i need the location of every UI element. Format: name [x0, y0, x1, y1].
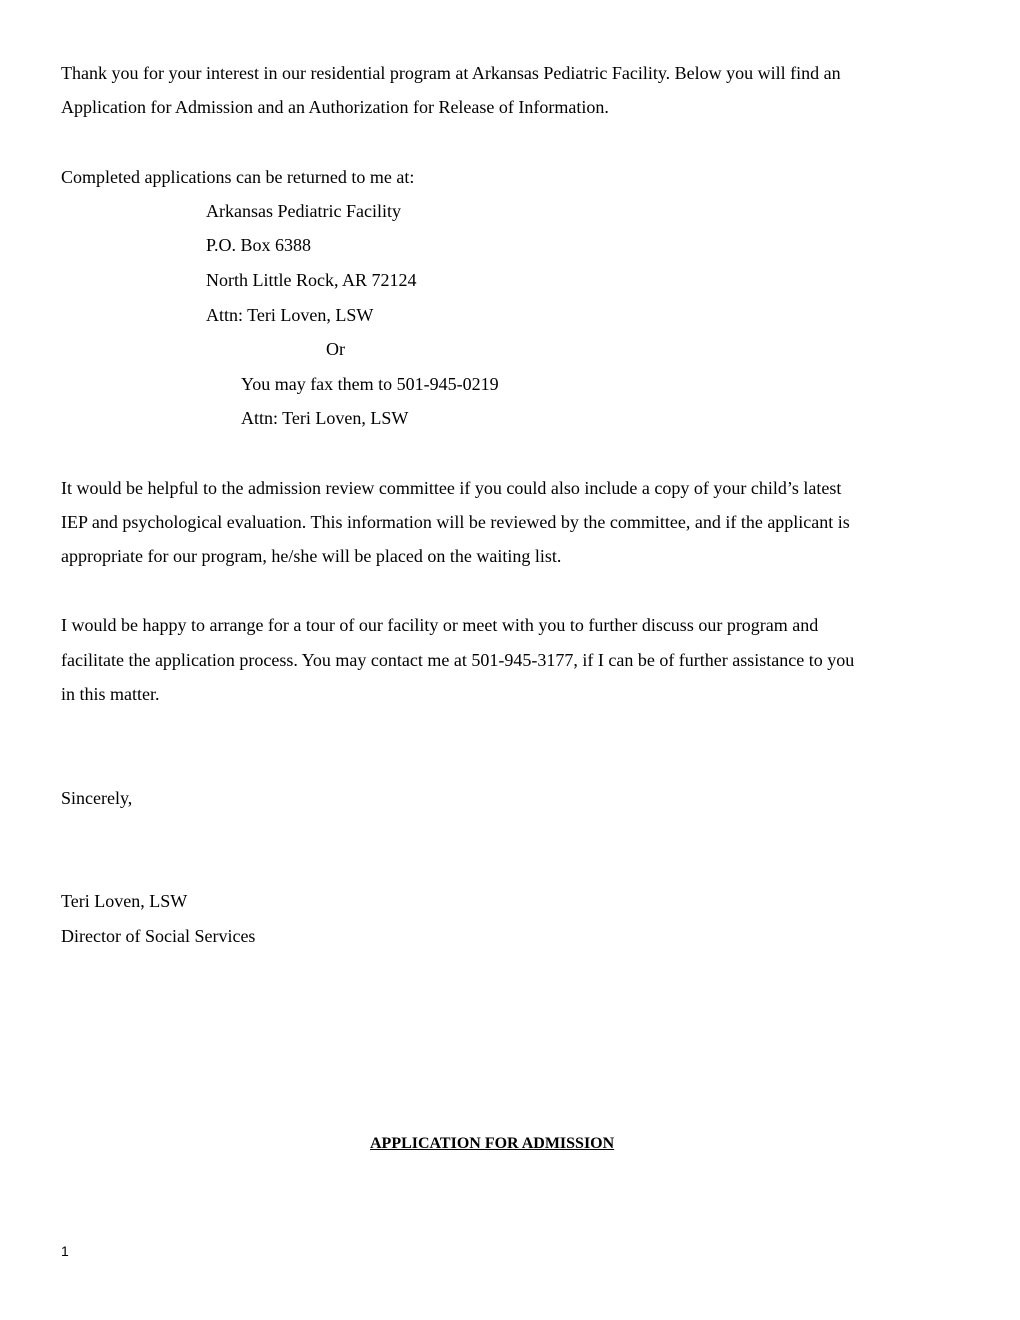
salutation: Sincerely,: [61, 788, 133, 808]
tour-line-2: facilitate the application process. You may contact me at 501-945-3177, if I can be of further assistance to you: [61, 650, 855, 670]
intro-line-1: Thank you for your interest in our residential program at Arkansas Pediatric Facility. Below you will find an: [61, 63, 841, 83]
section-heading: APPLICATION FOR ADMISSION: [370, 1135, 615, 1152]
page-number: 1: [61, 1243, 69, 1259]
address-po-box: P.O. Box 6388: [206, 235, 312, 255]
committee-line-2: IEP and psychological evaluation. This information will be reviewed by the committee, and if the applicant is: [61, 512, 850, 532]
address-attn: Attn: Teri Loven, LSW: [206, 305, 374, 325]
fax-number: You may fax them to 501-945-0219: [241, 374, 499, 394]
fax-attn: Attn: Teri Loven, LSW: [241, 408, 409, 428]
or-separator: Or: [326, 339, 345, 359]
intro-line-2: Application for Admission and an Authorization for Release of Information.: [61, 97, 609, 117]
tour-line-1: I would be happy to arrange for a tour of our facility or meet with you to further discuss our program and: [61, 615, 819, 635]
address-name: Arkansas Pediatric Facility: [206, 201, 401, 221]
committee-line-3: appropriate for our program, he/she will be placed on the waiting list.: [61, 546, 562, 566]
committee-line-1: It would be helpful to the admission review committee if you could also include a copy of your child’s latest: [61, 478, 842, 498]
tour-line-3: in this matter.: [61, 684, 160, 704]
return-lead: Completed applications can be returned to me at:: [61, 167, 415, 187]
signer-name: Teri Loven, LSW: [61, 891, 188, 911]
signer-title: Director of Social Services: [61, 926, 256, 946]
address-city-state-zip: North Little Rock, AR 72124: [206, 270, 417, 290]
